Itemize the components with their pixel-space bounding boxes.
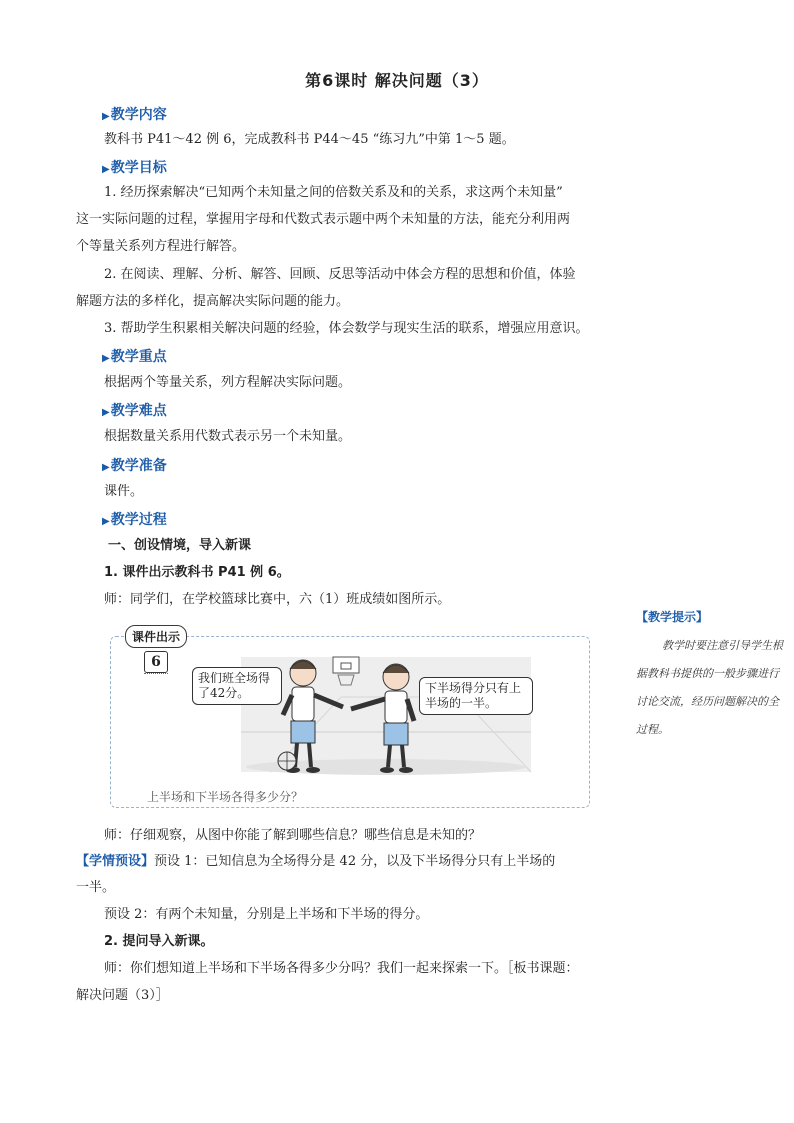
teacher-line-3a: 师：你们想知道上半场和下半场各得多少分吗？我们一起来探索一下。［板书课题：: [104, 961, 579, 976]
section-heading-goals: ▶教学目标: [102, 160, 167, 176]
goal-1-line-3: 个等量关系列方程进行解答。: [76, 239, 246, 254]
figure-tag: 课件出示: [125, 625, 187, 648]
basketball-scene-illustration: [111, 637, 589, 807]
speech-bubble-right: 下半场得分只有上半场的一半。: [419, 677, 533, 715]
preset-tag: 【学情预设】: [76, 854, 155, 869]
sidebar-text: 教学时要注意引导学生根据教科书提供的一般步骤进行讨论交流，经历问题解决的全过程。: [636, 639, 783, 736]
goal-3-line-1: 3. 帮助学生积累相关解决问题的经验，体会数学与现实生活的联系，增强应用意识。: [104, 321, 589, 336]
figure-caption: 上半场和下半场各得多少分？: [147, 790, 304, 804]
process-part-1: 一、创设情境，导入新课: [108, 538, 252, 553]
section-heading-key: ▶教学重点: [102, 349, 167, 365]
preset-1-line-1: 【学情预设】预设 1：已知信息为全场得分是 42 分，以及下半场得分只有上半场的: [76, 854, 556, 869]
preset-2: 预设 2：有两个未知量，分别是上半场和下半场的得分。: [104, 907, 429, 922]
example-figure: [110, 630, 590, 808]
triangle-marker-icon: ▶: [102, 516, 110, 527]
process-step-1: 1. 课件出示教科书 P41 例 6。: [104, 565, 290, 580]
triangle-marker-icon: ▶: [102, 462, 110, 473]
triangle-marker-icon: ▶: [102, 111, 110, 122]
page-title: 第6课时 解决问题（3）: [305, 71, 489, 90]
goal-2-line-2: 解题方法的多样化，提高解决实际问题的能力。: [76, 294, 350, 309]
speech-bubble-left: 我们班全场得了42分。: [192, 667, 282, 705]
process-step-2: 2. 提问导入新课。: [104, 934, 214, 949]
preset-1-line-2: 一半。: [76, 880, 116, 895]
prep-text: 课件。: [104, 484, 144, 499]
difficulty-text: 根据数量关系用代数式表示另一个未知量。: [104, 429, 352, 444]
triangle-marker-icon: ▶: [102, 353, 110, 364]
triangle-marker-icon: ▶: [102, 164, 110, 175]
triangle-marker-icon: ▶: [102, 407, 110, 418]
section-heading-prep: ▶教学准备: [102, 458, 167, 474]
content-text: 教科书 P41～42 例 6，完成教科书 P44～45 “练习九”中第 1～5 题。: [104, 132, 515, 147]
section-heading-difficulty: ▶教学难点: [102, 403, 167, 419]
goal-1-line-2: 这一实际问题的过程，掌握用字母和代数式表示题中两个未知量的方法，能充分利用两: [76, 212, 571, 227]
goal-1-line-1: 1. 经历探索解决“已知两个未知量之间的倍数关系及和的关系，求这两个未知量”: [104, 185, 563, 200]
teacher-line-3b: 解决问题（3）］: [76, 988, 169, 1003]
goal-2-line-1: 2. 在阅读、理解、分析、解答、回顾、反思等活动中体会方程的思想和价值，体验: [104, 267, 576, 282]
key-text: 根据两个等量关系，列方程解决实际问题。: [104, 375, 352, 390]
section-heading-process: ▶教学过程: [102, 512, 167, 528]
section-heading-content: ▶教学内容: [102, 107, 167, 123]
example-number: 6: [144, 651, 168, 673]
sidebar-title: 【教学提示】: [636, 610, 709, 624]
teacher-line-1: 师：同学们，在学校篮球比赛中，六（1）班成绩如图所示。: [104, 592, 451, 607]
teacher-line-2: 师：仔细观察，从图中你能了解到哪些信息？哪些信息是未知的？: [104, 828, 482, 843]
